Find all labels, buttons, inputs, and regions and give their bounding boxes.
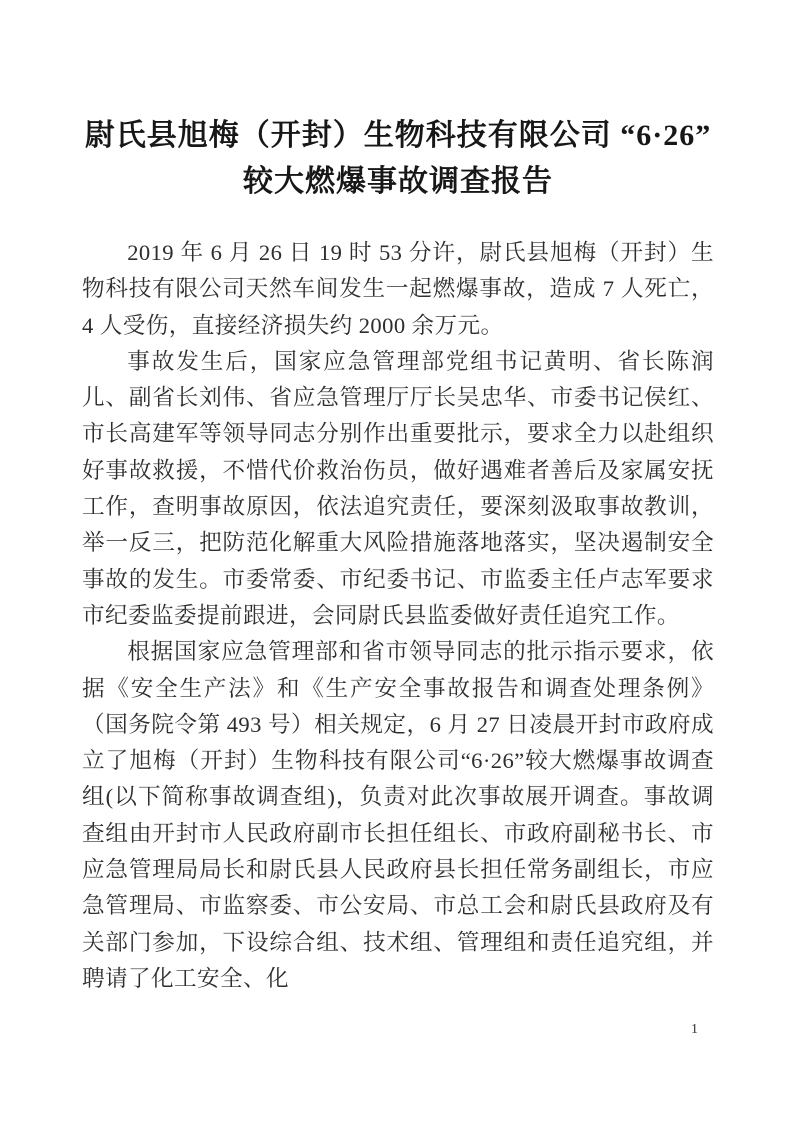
page-number: 1 (691, 1022, 698, 1037)
report-title (44, 113, 752, 205)
paragraph-incident-summary: 2019 年 6 月 26 日 19 时 53 分许，尉氏县旭梅（开封）生物科技有限公司天然车间发生一起燃爆事故，造成 7 人死亡，4 人受伤，直接经济损失约 2000 余万元。 (82, 240, 714, 338)
report-title-line-1: 尉氏县旭梅（开封）生物科技有限公司 “6·26” (84, 119, 712, 152)
report-title-line-2: 较大燃爆事故调查报告 (243, 165, 553, 198)
report-body (82, 235, 714, 997)
paragraph-investigation-team: 根据国家应急管理部和省市领导同志的批示指示要求，依据《安全生产法》和《生产安全事故报告和调查处理条例》（国务院令第 493 号）相关规定，6 月 27 日凌晨开封市政府成立了旭梅（开封）生物科技有限公司“6·26”较大燃爆事故调查组(以下简称事故调查组)，负责对此次事故展开调查。事故调查组由开封市人民政府副市长担任组长、市政府副秘书长、市应急管理局局长和尉氏县人民政府县长担任常务副组长，市应急管理局、市监察委、市公安局、市总工会和尉氏县政府及有关部门参加，下设综合组、技术组、管理组和责任追究组，并聘请了化工安全、化 (82, 639, 714, 991)
paragraph-leadership-instructions: 事故发生后，国家应急管理部党组书记黄明、省长陈润儿、副省长刘伟、省应急管理厅厅长吴忠华、市委书记侯红、市长高建军等领导同志分别作出重要批示，要求全力以赴组织好事故救援，不惜代价救治伤员，做好遇难者善后及家属安抚工作，查明事故原因，依法追究责任，要深刻汲取事故教训，举一反三，把防范化解重大风险措施落地落实，坚决遏制安全事故的发生。市委常委、市纪委书记、市监委主任卢志军要求市纪委监委提前跟进，会同尉氏县监委做好责任追究工作。 (82, 348, 714, 628)
